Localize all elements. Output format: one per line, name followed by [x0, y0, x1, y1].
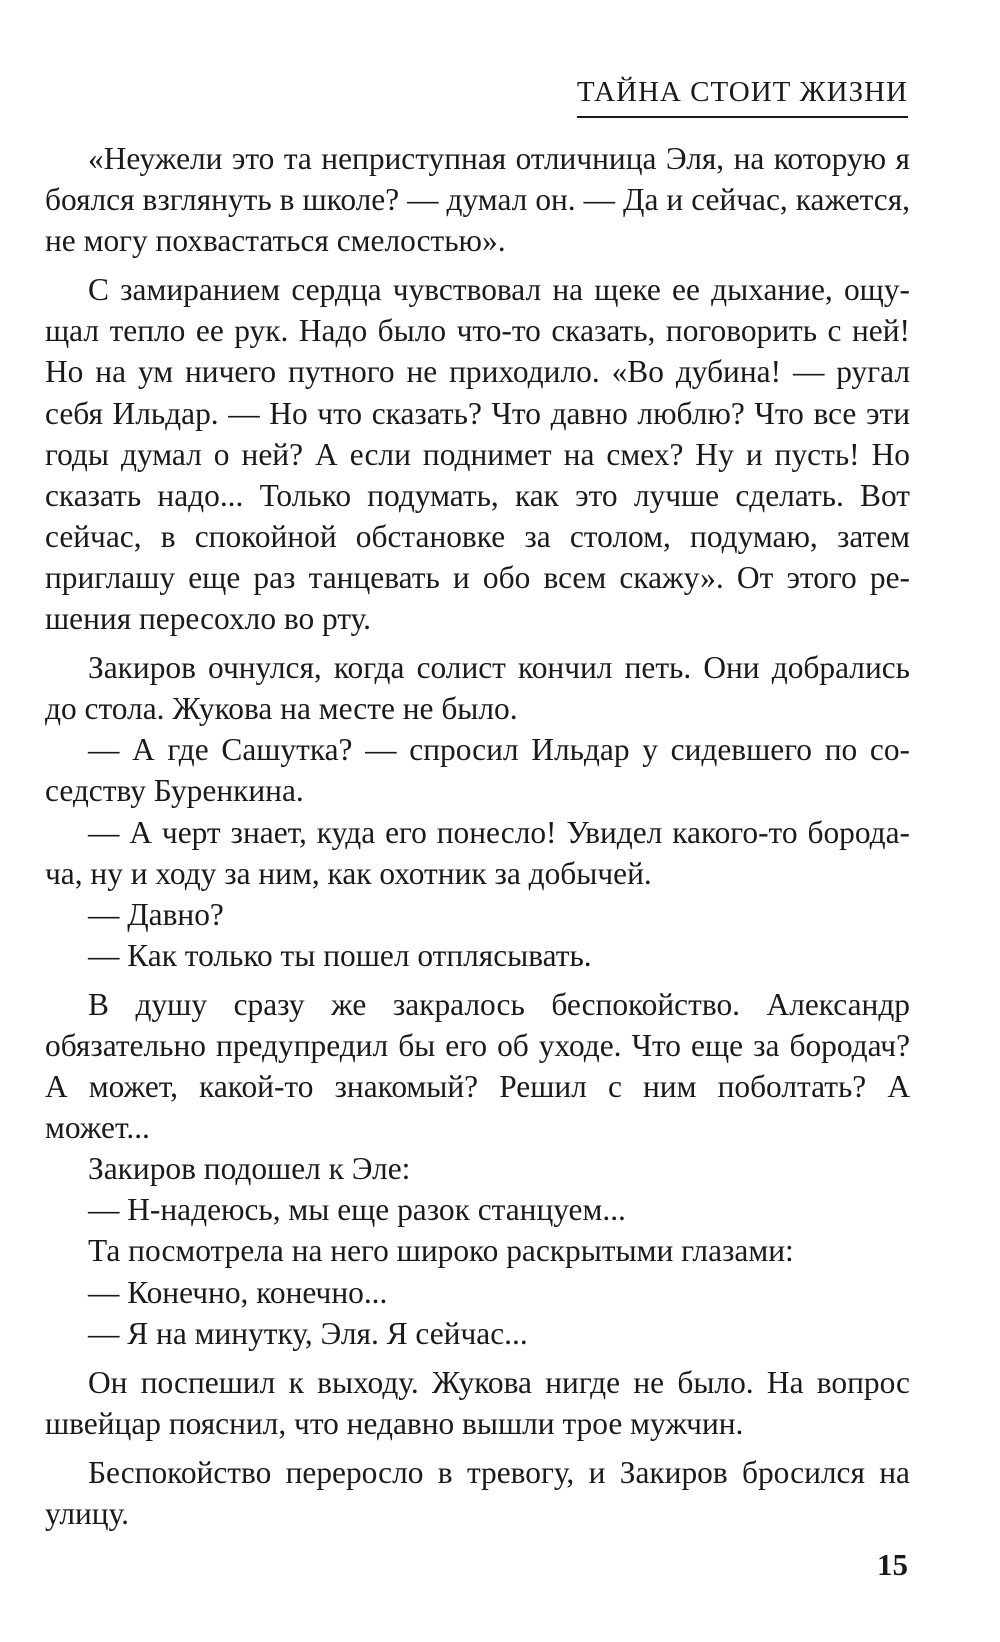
paragraph: С замиранием сердца чувствовал на щеке ее дыхание, ощущал тепло ее рук. Надо было что-то сказать, поговорить с ней! Но на ум ничего путного не приходило. «Во дубина! — ругал себя Ильдар. — Но что сказать? Что давно люблю? Что все эти годы думал о ней? А если поднимет на смех? Ну и пусть! Но сказать надо... Только подумать, как это лучше сделать. Вот сейчас, в спокойной обстановке за столом, подумаю, затем приглашу еще раз танцевать и обо всем скажу». От этого решения пересохло во рту.	[45, 272, 910, 637]
dialogue-line: — Конечно, конечно...	[88, 1274, 388, 1310]
dialogue-line: — Как только ты пошел отплясывать.	[88, 937, 592, 973]
dialogue-line: — Я на минутку, Эля. Я сейчас...	[88, 1315, 528, 1351]
dialogue-line: — А где Сашутка? — спросил Ильдар у сидевшего по соседству Буренкина.	[45, 732, 910, 809]
dialogue-line: — А черт знает, куда его понесло! Увидел какого-то бородача, ну и ходу за ним, как охотник за добычей.	[45, 814, 910, 891]
body-text	[45, 138, 910, 1534]
running-title: ТАЙНА СТОИТ ЖИЗНИ	[577, 72, 908, 118]
paragraph: В душу сразу же закралось беспокойство. Александр обязательно предупредил бы его об уходе. Что еще за бородач? А может, какой-то знакомый? Решил с ним поболтать? А может...	[45, 986, 910, 1146]
paragraph: Закиров подошел к Эле:	[88, 1151, 411, 1187]
dialogue-line: — Давно?	[88, 896, 224, 932]
paragraph: Та посмотрела на него широко раскрытыми глазами:	[88, 1233, 794, 1269]
paragraph: «Неужели это та неприступная отличница Эля, на которую я боялся взглянуть в школе? — думал он. — Да и сейчас, кажется, не могу похвастаться смелостью».	[45, 141, 910, 259]
paragraph: Закиров очнулся, когда солист кончил петь. Они добрались до стола. Жукова на месте не было.	[45, 650, 910, 727]
page-number: 15	[877, 1547, 908, 1582]
paragraph: Беспокойство переросло в тревогу, и Закиров бросился на улицу.	[45, 1454, 910, 1531]
paragraph: Он поспешил к выходу. Жукова нигде не было. На вопрос швейцар пояснил, что недавно вышли трое мужчин.	[45, 1364, 910, 1441]
dialogue-line: — Н-надеюсь, мы еще разок станцуем...	[88, 1192, 626, 1228]
